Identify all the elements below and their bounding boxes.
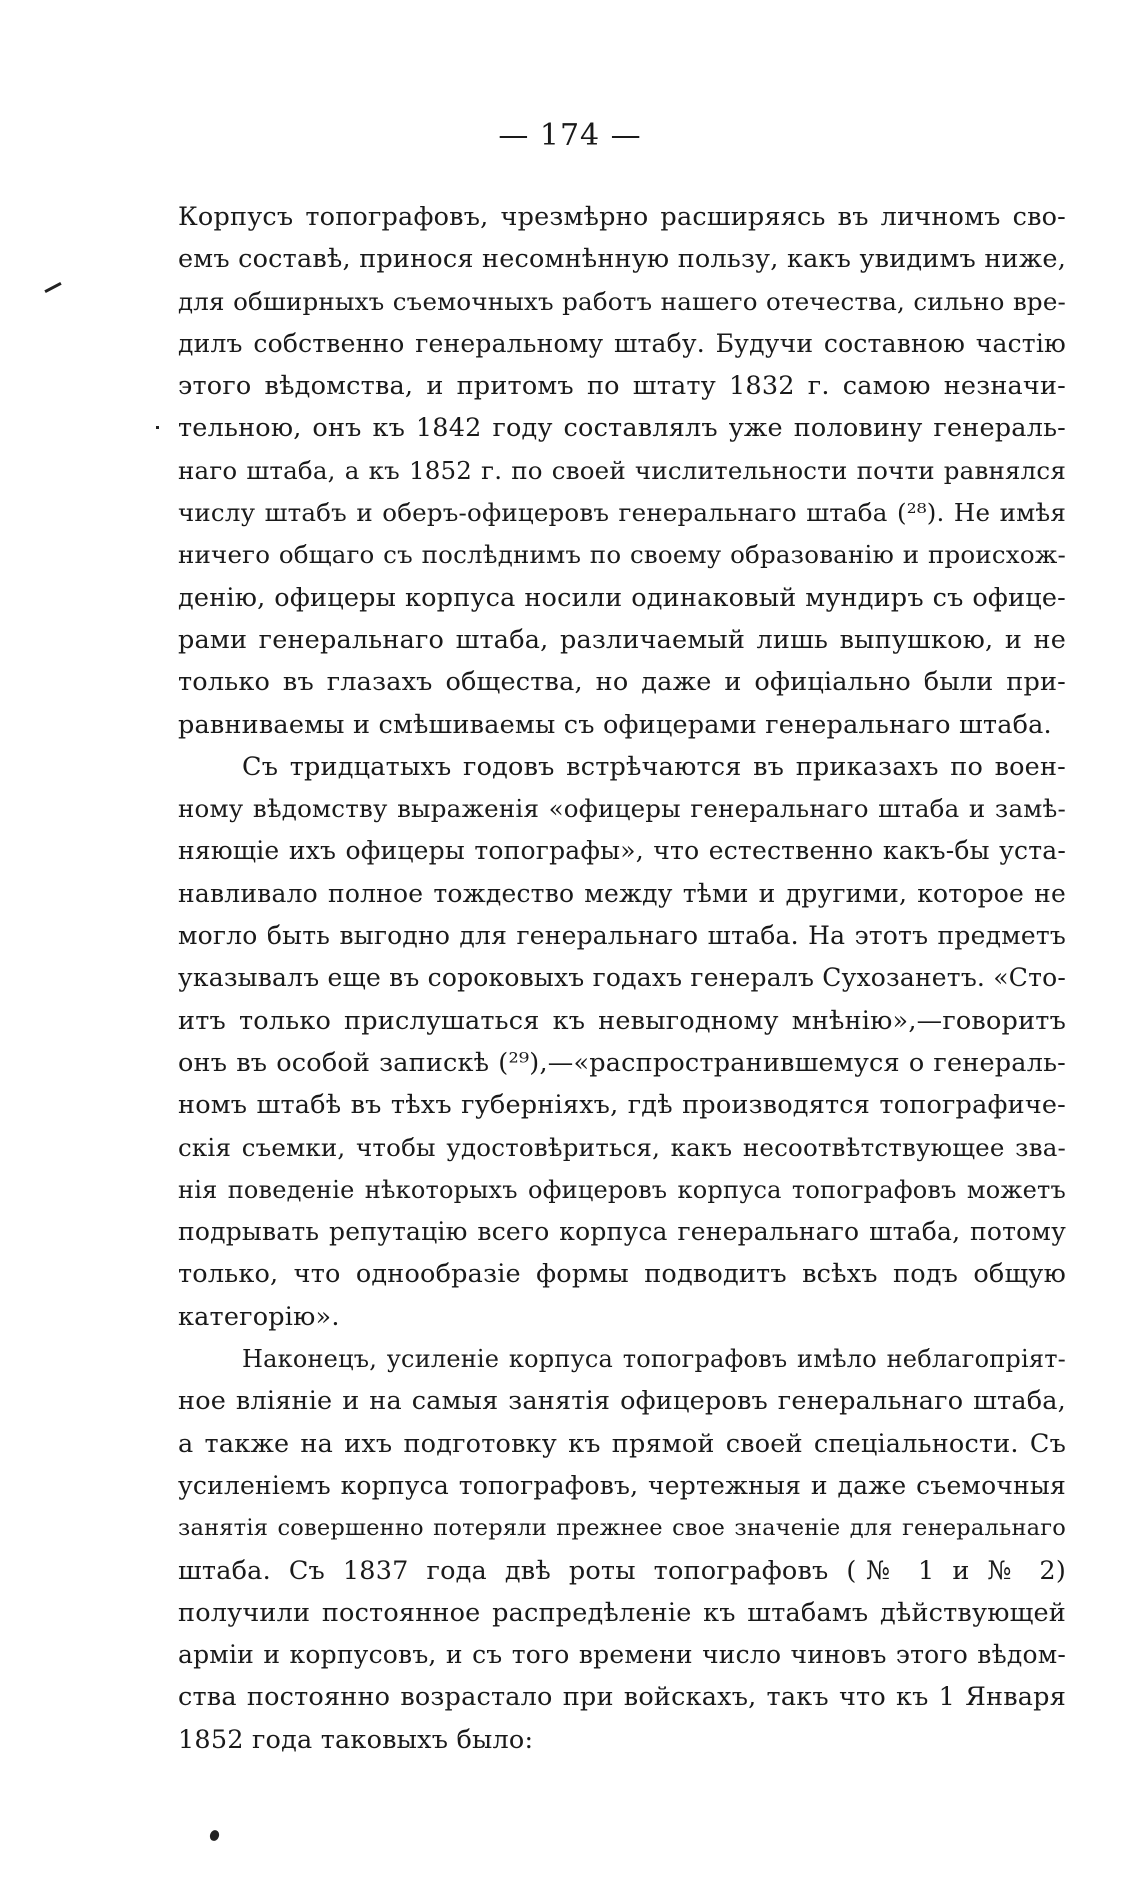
text-line: ства постоянно возрастало при войскахъ, такъ что къ 1 Января xyxy=(178,1682,1066,1713)
paragraph-start-line: Наконецъ, усиленіе корпуса топографовъ имѣло неблагопріят- xyxy=(242,1345,1066,1374)
text-line: ное вліяніе и на самыя занятія офицеровъ генеральнаго штаба, xyxy=(178,1386,1066,1417)
page-number: — 174 — xyxy=(498,118,642,153)
text-line: только въ глазахъ общества, но даже и офиціально были при- xyxy=(178,667,1066,698)
pencil-mark xyxy=(44,282,61,293)
text-line: арміи и корпусовъ, и съ того времени число чиновъ этого вѣдом- xyxy=(178,1640,1066,1670)
paragraph-start-line: Съ тридцатыхъ годовъ встрѣчаются въ приказахъ по воен- xyxy=(242,751,1066,782)
text-line: дилъ собственно генеральному штабу. Будучи составною частію xyxy=(178,328,1066,358)
text-line: Корпусъ топографовъ, чрезмѣрно расширяясь въ личномъ сво- xyxy=(178,202,1066,232)
ink-dot xyxy=(156,426,159,429)
text-line: а также на ихъ подготовку къ прямой своей спеціальности. Съ xyxy=(178,1428,1066,1459)
text-line: категорію». xyxy=(178,1301,340,1332)
text-line: денію, офицеры корпуса носили одинаковый мундиръ съ офице- xyxy=(178,582,1066,613)
text-line: подрывать репутацію всего корпуса генеральнаго штаба, потому xyxy=(178,1217,1066,1247)
text-line: усиленіемъ корпуса топографовъ, чертежныя и даже съемочныя xyxy=(178,1470,1066,1500)
text-line: ничего общаго съ послѣднимъ по своему образованію и происхож- xyxy=(178,540,1066,570)
text-line: навливало полное тождество между тѣми и другими, которое не xyxy=(178,878,1066,908)
text-line: нія поведеніе нѣкоторыхъ офицеровъ корпуса топографовъ можетъ xyxy=(178,1175,1066,1204)
body-text xyxy=(178,196,1066,1761)
ink-blot xyxy=(208,1829,220,1842)
text-line: 1852 года таковыхъ было: xyxy=(178,1724,534,1755)
text-line: няющіе ихъ офицеры топографы», что естественно какъ-бы уста- xyxy=(178,836,1066,866)
text-line: номъ штабѣ въ тѣхъ губерніяхъ, гдѣ производятся топографиче- xyxy=(178,1090,1066,1121)
text-line: указывалъ еще въ сороковыхъ годахъ генералъ Сухозанетъ. «Сто- xyxy=(178,963,1066,993)
text-line: для обширныхъ съемочныхъ работъ нашего отечества, сильно вре- xyxy=(178,286,1066,316)
text-line: равниваемы и смѣшиваемы съ офицерами генеральнаго штаба. xyxy=(178,709,1052,740)
text-line: занятія совершенно потеряли прежнее свое значеніе для генеральнаго xyxy=(178,1515,1066,1542)
text-line: рами генеральнаго штаба, различаемый лишь выпушкою, и не xyxy=(178,624,1066,655)
text-line: штаба. Съ 1837 года двѣ роты топографовъ (№ 1 и № 2) xyxy=(178,1555,1066,1586)
text-line: числу штабъ и оберъ-офицеровъ генеральнаго штаба (²⁸). Не имѣя xyxy=(178,498,1066,528)
text-line: емъ составѣ, принося несомнѣнную пользу, какъ увидимъ ниже, xyxy=(178,244,1066,275)
text-line: тельною, онъ къ 1842 году составлялъ уже половину генераль- xyxy=(178,413,1066,444)
text-line: только, что однообразіе формы подводитъ всѣхъ подъ общую xyxy=(178,1259,1066,1290)
text-line: ному вѣдомству выраженія «офицеры генеральнаго штаба и замѣ- xyxy=(178,794,1066,824)
text-line: могло быть выгодно для генеральнаго штаба. На этотъ предметъ xyxy=(178,921,1066,951)
text-line: онъ въ особой запискѣ (²⁹),—«распространившемуся о генераль- xyxy=(178,1047,1066,1078)
text-line: получили постоянное распредѣленіе къ штабамъ дѣйствующей xyxy=(178,1597,1066,1628)
text-line: этого вѣдомства, и притомъ по штату 1832 г. самою незначи- xyxy=(178,371,1066,402)
text-line: итъ только прислушаться къ невыгодному мнѣнію»,—говоритъ xyxy=(178,1005,1066,1036)
text-line: наго штаба, а къ 1852 г. по своей числительности почти равнялся xyxy=(178,455,1066,485)
text-line: скія съемки, чтобы удостовѣриться, какъ несоотвѣтствующее зва- xyxy=(178,1132,1066,1162)
